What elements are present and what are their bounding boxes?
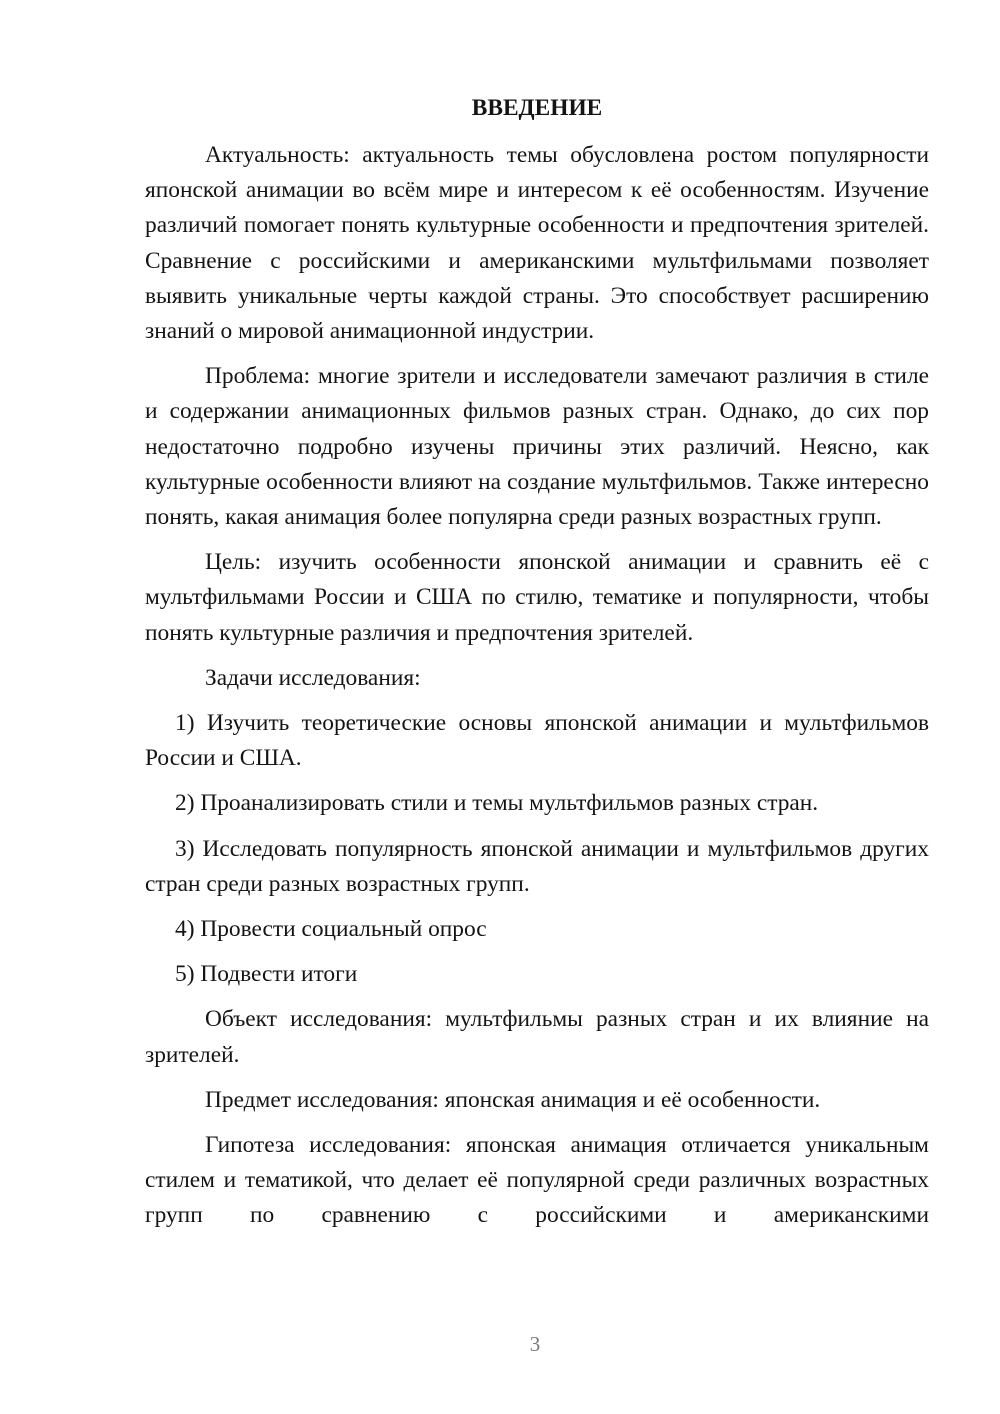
- goal-paragraph: Цель: изучить особенности японской анимации и сравнить её с мультфильмами России и США по стилю, тематике и популярности, чтобы понять культурные различия и предпочтения зрителей.: [145, 549, 929, 646]
- document-page: [145, 88, 929, 1234]
- task-item-1: 1) Изучить теоретические основы японской анимации и мультфильмов России и США.: [145, 710, 929, 772]
- task-item-2: 2) Проанализировать стили и темы мультфильмов разных стран.: [175, 790, 819, 817]
- hypothesis-paragraph: Гипотеза исследования: японская анимация отличается уникальным стилем и тематикой, что делает её популярной среди различных возрастных групп по сравнению с российскими и американскими: [145, 1132, 929, 1229]
- task-item-5: 5) Подвести итоги: [175, 961, 358, 988]
- object-paragraph: Объект исследования: мультфильмы разных стран и их влияние на зрителей.: [145, 1006, 929, 1068]
- section-heading: ВВЕДЕНИЕ: [471, 95, 603, 121]
- page-number: 3: [529, 1332, 541, 1356]
- task-item-3: 3) Исследовать популярность японской анимации и мультфильмов других стран среди разных возрастных групп.: [145, 835, 929, 897]
- subject-paragraph: Предмет исследования: японская анимация и её особенности.: [205, 1086, 821, 1113]
- tasks-intro: Задачи исследования:: [205, 664, 421, 691]
- task-item-4: 4) Провести социальный опрос: [175, 916, 487, 943]
- problem-paragraph: Проблема: многие зрители и исследователи замечают различия в стиле и содержании анимационных фильмов разных стран. Однако, до сих пор недостаточно подробно изучены причины этих различий. Неясно, как культурные особенности влияют на создание мультфильмов. Также интересно понять, какая анимация более популярна среди разных возрастных групп.: [145, 363, 929, 531]
- relevance-paragraph: Актуальность: актуальность темы обусловлена ростом популярности японской анимации во всём мире и интересом к её особенностям. Изучение различий помогает понять культурные особенности и предпочтения зрителей. Сравнение с российскими и американскими мультфильмами позволяет выявить уникальные черты каждой страны. Это способствует расширению знаний о мировой анимационной индустрии.: [145, 142, 929, 345]
